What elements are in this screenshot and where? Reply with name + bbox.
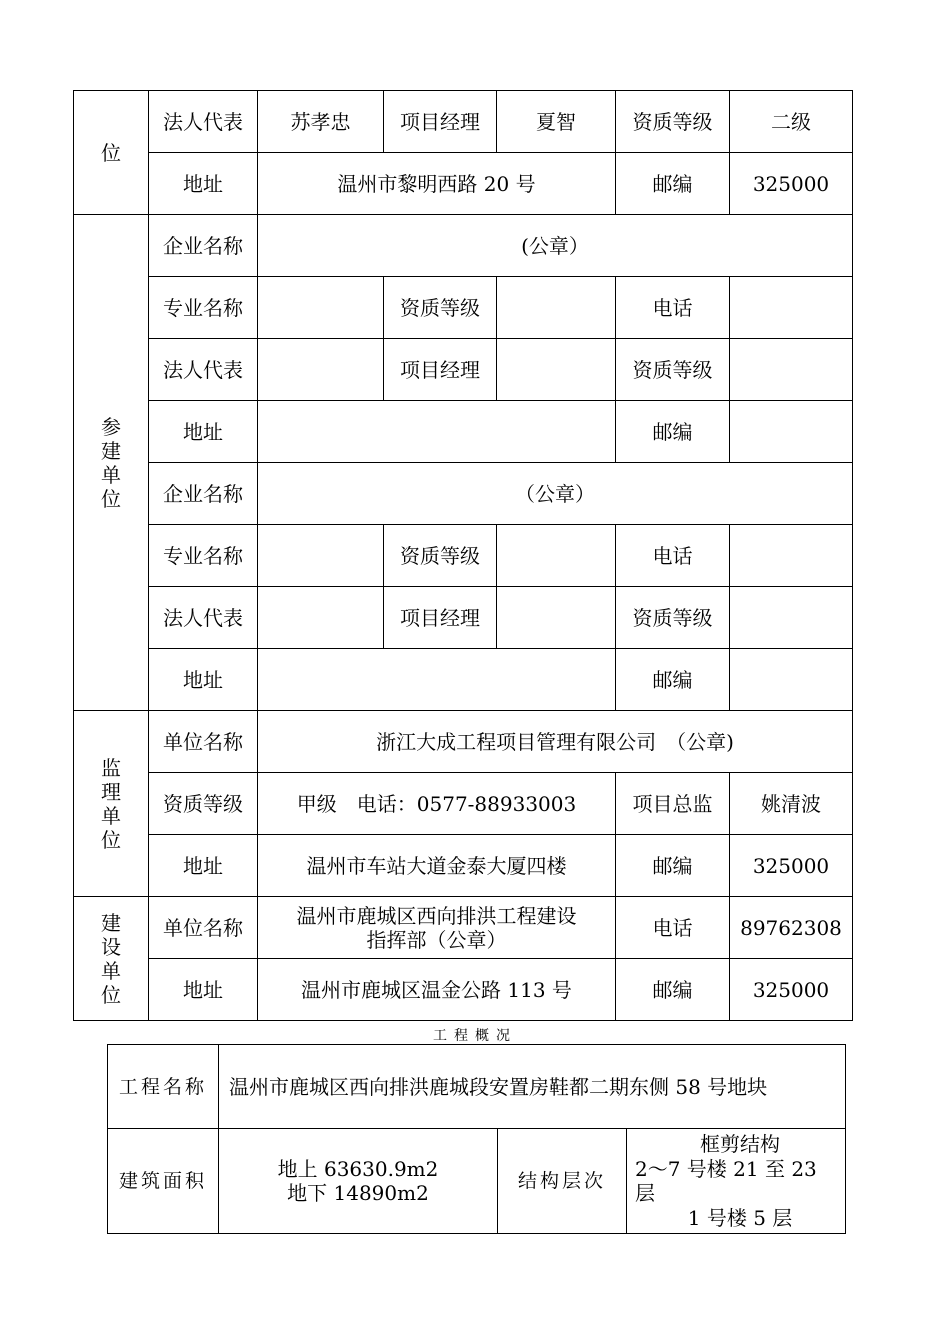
pm-label: 项目经理 xyxy=(384,339,497,401)
specialty-label: 专业名称 xyxy=(149,277,258,339)
specialty-label: 专业名称 xyxy=(149,525,258,587)
area-above-ground: 地上 63630.9m2 xyxy=(277,1157,439,1181)
qual-label: 资质等级 xyxy=(384,525,497,587)
table-row xyxy=(74,649,853,711)
legal-rep-label: 法人代表 xyxy=(149,339,258,401)
address-value: 温州市鹿城区温金公路 113 号 xyxy=(258,959,616,1021)
pm-value xyxy=(497,339,616,401)
table-row xyxy=(74,215,853,277)
postcode-value: 325000 xyxy=(730,835,853,897)
address-label: 地址 xyxy=(149,401,258,463)
postcode-label: 邮编 xyxy=(616,401,730,463)
legal-rep-value: 苏孝忠 xyxy=(258,91,384,153)
chief-supervisor-value: 姚清波 xyxy=(730,773,853,835)
pm-label: 项目经理 xyxy=(384,587,497,649)
structure-floors-line: 2～7 号楼 21 至 23 xyxy=(635,1157,817,1181)
table-row xyxy=(74,897,853,959)
area-below-ground: 地下 14890m2 xyxy=(287,1181,429,1205)
qual-value xyxy=(497,277,616,339)
postcode-label: 邮编 xyxy=(616,959,730,1021)
structure-type: 框剪结构 xyxy=(700,1132,781,1156)
specialty-value xyxy=(258,525,384,587)
table-row xyxy=(74,773,853,835)
qual-value xyxy=(730,339,853,401)
table-row xyxy=(74,711,853,773)
pm-label: 项目经理 xyxy=(384,91,497,153)
company-name-value: （公章） xyxy=(258,463,853,525)
address-value xyxy=(258,401,616,463)
legal-rep-value xyxy=(258,339,384,401)
address-label: 地址 xyxy=(149,835,258,897)
unit-info-table xyxy=(73,90,853,1021)
unit-name-line-1: 温州市鹿城区西向排洪工程建设 xyxy=(296,903,577,928)
table-row xyxy=(74,959,853,1021)
phone-label: 电话 xyxy=(616,525,730,587)
unit-name-label: 单位名称 xyxy=(149,897,258,959)
structure-floors-unit: 层 xyxy=(635,1181,655,1205)
qual-value: 二级 xyxy=(730,91,853,153)
chief-supervisor-label: 项目总监 xyxy=(616,773,730,835)
table-row xyxy=(74,587,853,649)
postcode-value xyxy=(730,649,853,711)
postcode-value: 325000 xyxy=(730,959,853,1021)
side-label-construction: 建设单位 xyxy=(74,897,149,1021)
side-label-participant: 参建单位 xyxy=(74,215,149,711)
company-name-label: 企业名称 xyxy=(149,215,258,277)
company-name-value: (公章） xyxy=(258,215,853,277)
table-row xyxy=(74,835,853,897)
postcode-label: 邮编 xyxy=(616,649,730,711)
structure-building-1: 1 号楼 5 层 xyxy=(687,1206,793,1230)
unit-name-line-2: 指挥部（公章） xyxy=(366,927,507,952)
table-row xyxy=(108,1045,846,1129)
unit-name-label: 单位名称 xyxy=(149,711,258,773)
phone-label: 电话 xyxy=(616,897,730,959)
specialty-value xyxy=(258,277,384,339)
legal-rep-label: 法人代表 xyxy=(149,587,258,649)
pm-value: 夏智 xyxy=(497,91,616,153)
table-row xyxy=(74,401,853,463)
qual-label: 资质等级 xyxy=(149,773,258,835)
address-label: 地址 xyxy=(149,959,258,1021)
table-row xyxy=(108,1129,846,1234)
unit-name-value xyxy=(258,897,616,959)
pm-value xyxy=(497,587,616,649)
table-row xyxy=(74,277,853,339)
phone-value: 89762308 xyxy=(730,897,853,959)
building-area-label: 建筑面积 xyxy=(108,1129,219,1234)
phone-label: 电话 xyxy=(616,277,730,339)
side-label-top: 位 xyxy=(74,91,149,215)
table-row xyxy=(74,339,853,401)
structure-label: 结构层次 xyxy=(498,1129,627,1234)
legal-rep-value xyxy=(258,587,384,649)
address-label: 地址 xyxy=(149,649,258,711)
table-row xyxy=(74,91,853,153)
qual-value xyxy=(730,587,853,649)
address-value: 温州市车站大道金泰大厦四楼 xyxy=(258,835,616,897)
qual-label: 资质等级 xyxy=(616,587,730,649)
table-row xyxy=(74,153,853,215)
phone-value xyxy=(730,525,853,587)
address-label: 地址 xyxy=(149,153,258,215)
qual-phone-value: 甲级 电话：0577-88933003 xyxy=(258,773,616,835)
table-row xyxy=(74,525,853,587)
company-name-label: 企业名称 xyxy=(149,463,258,525)
phone-value xyxy=(730,277,853,339)
address-value: 温州市黎明西路 20 号 xyxy=(258,153,616,215)
project-name-value: 温州市鹿城区西向排洪鹿城段安置房鞋都二期东侧 58 号地块 xyxy=(219,1045,846,1129)
unit-name-value: 浙江大成工程项目管理有限公司 （公章) xyxy=(258,711,853,773)
qual-label: 资质等级 xyxy=(616,339,730,401)
postcode-value xyxy=(730,401,853,463)
structure-value xyxy=(627,1129,846,1234)
address-value xyxy=(258,649,616,711)
project-overview-table xyxy=(107,1044,846,1234)
qual-label: 资质等级 xyxy=(384,277,497,339)
table-row xyxy=(74,463,853,525)
overview-title: 工程概况 xyxy=(433,1028,517,1044)
building-area-value xyxy=(219,1129,498,1234)
postcode-label: 邮编 xyxy=(616,835,730,897)
qual-value xyxy=(497,525,616,587)
side-label-supervision: 监理单位 xyxy=(74,711,149,897)
postcode-label: 邮编 xyxy=(616,153,730,215)
legal-rep-label: 法人代表 xyxy=(149,91,258,153)
project-name-label: 工程名称 xyxy=(108,1045,219,1129)
qual-label: 资质等级 xyxy=(616,91,730,153)
postcode-value: 325000 xyxy=(730,153,853,215)
